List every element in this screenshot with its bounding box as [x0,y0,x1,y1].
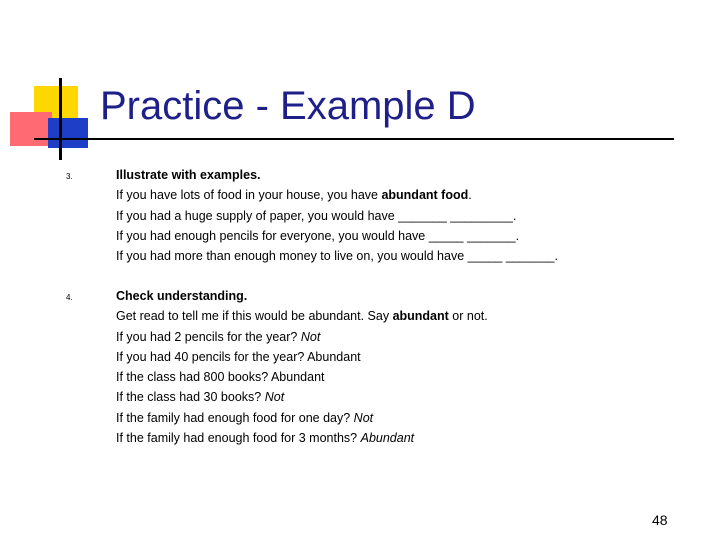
text-line [116,367,676,387]
text-segment: Not [300,329,321,344]
text-segment: abundant food [381,188,469,203]
text-line [116,226,676,246]
title-underline [34,138,674,140]
text-line [116,286,676,306]
text-segment: If the class had 30 books? [116,390,265,405]
text-segment: If you had a huge supply of paper, you would have _______ _________. [116,208,517,223]
text-segment: Abundant [360,431,415,446]
decor-vertical-line [59,78,62,160]
page-number: 48 [652,512,668,528]
text-line [116,408,676,428]
text-line [116,387,676,407]
text-line [116,206,676,226]
text-segment: If you had 40 pencils for the year? Abundant [116,349,361,364]
text-segment: If the class had 800 books? Abundant [116,370,325,385]
slide-title: Practice - Example D [100,84,476,128]
text-line [116,327,676,347]
text-segment: If you had more than enough money to live on, you would have _____ _______. [116,249,558,264]
text-line [116,306,676,326]
text-segment: Get read to tell me if this would be abundant. Say [116,309,393,324]
text-segment: abundant [392,309,449,324]
text-line [116,185,676,205]
text-segment: Illustrate with examples. [116,168,261,182]
text-segment: Not [353,410,374,425]
text-segment: or not. [448,309,488,324]
text-segment: Check understanding. [116,289,248,303]
decor-blue-square [48,118,88,148]
decor-red-square [10,112,52,146]
item-number: 4. [66,293,73,302]
item-number: 3. [66,172,73,181]
text-segment: If you had enough pencils for everyone, you would have _____ _______. [116,228,520,243]
text-line [116,428,676,448]
item-text [116,165,676,266]
text-line [116,165,676,185]
text-segment: If the family had enough food for one day? [116,410,354,425]
text-segment: . [468,188,472,203]
text-segment: If you have lots of food in your house, you have [116,188,382,203]
text-segment: If the family had enough food for 3 months? [116,431,361,446]
item-text [116,286,676,448]
text-segment: Not [264,390,285,405]
text-line [116,347,676,367]
text-segment: If you had 2 pencils for the year? [116,329,301,344]
text-line [116,246,676,266]
